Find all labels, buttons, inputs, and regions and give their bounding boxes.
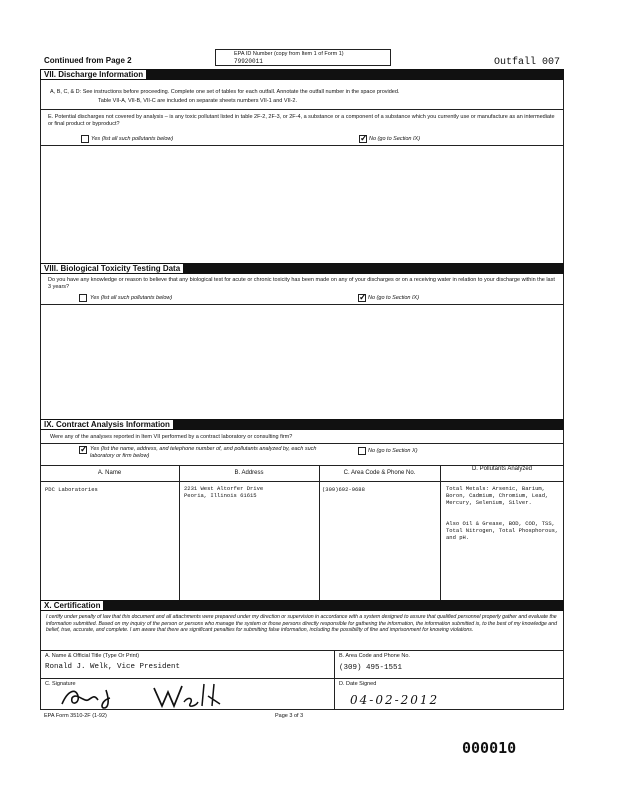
section-9-no-label: No (go to Section X) [368, 448, 418, 454]
epa-id-box [215, 49, 391, 66]
certification-divider [40, 650, 564, 651]
column-header-pollutants: D. Pollutants Analyzed [471, 466, 533, 472]
section-9-question: Were any of the analyses reported in Item VII performed by a contract laboratory or consulting firm? [50, 434, 293, 440]
section-7-header [40, 69, 564, 80]
column-header-phone: C. Area Code & Phone No. [343, 470, 416, 476]
section-7-tables-text: Table VII-A, VII-B, VII-C are included on separate sheets numbers VII-1 and VII-2. [98, 98, 298, 104]
section-9-col-divider-2 [319, 465, 320, 600]
certification-col-divider [334, 650, 335, 710]
lab-address-line-1: 2231 West Altorfer Drive [184, 485, 264, 492]
column-header-address: B. Address [234, 470, 264, 476]
section-10-title: X. Certification [40, 600, 104, 611]
section-8-no-checkbox[interactable] [358, 294, 366, 302]
certification-statement: I certify under penalty of law that this document and all attachments were prepared under my direction or supervision in accordance with a system designed to assure that qualified personnel properly gather and evaluate the information submitted. Based on my inquiry of the person or persons who manage the system or those persons directly responsible for gathering the information, the information submitted is, to the best of my knowledge and belief, true, accurate, and complete. I am aware that there are significant penalties for submitting false information, including the possibility of fine and imprisonment for knowing violations. [46, 614, 557, 633]
lab-phone: (309)692-9688 [322, 486, 365, 493]
section-8-yes-checkbox[interactable] [79, 294, 87, 302]
epa-id-value: 79920011 [234, 58, 263, 65]
signature-label: C. Signature [45, 681, 76, 687]
outfall-label: Outfall 007 [494, 57, 561, 68]
section-7-frame [40, 80, 564, 263]
column-header-name: A. Name [97, 470, 122, 476]
epa-id-label: EPA ID Number (copy from Item 1 of Form 1) [234, 51, 344, 57]
section-7-no-label: No (go to Section IX) [369, 136, 421, 142]
lab-pollutants-other: Also Oil & Grease, BOD, COD, TSS, Total Nitrogen, Total Phosphorous, and pH. [446, 520, 559, 541]
section-9-q-divider [40, 443, 564, 444]
section-7-abcd-text: A, B, C, & D: See instructions before proceeding. Complete one set of tables for each outfall. Annotate the outfall number in the space provided. [50, 89, 400, 95]
section-10-header [40, 600, 564, 611]
lab-pollutants-metals: Total Metals: Arsenic, Barium, Boron, Cadmium, Chromium, Lead, Mercury, Selenium, Silver. [446, 485, 549, 506]
date-signed-value: 04-02-2012 [350, 693, 440, 707]
section-8-title: VIII. Biological Toxicity Testing Data [40, 263, 184, 274]
section-9-no-checkbox[interactable] [358, 447, 366, 455]
date-signed-label: D. Date Signed [339, 681, 377, 687]
section-8-header [40, 263, 564, 274]
section-8-question: Do you have any knowledge or reason to believe that any biological test for acute or chronic toxicity has been made on any of your discharges or on a receiving water in relation to your discharge within the last 3 years? [48, 277, 555, 290]
continued-label: Continued from Page 2 [44, 56, 132, 65]
phone-label: B. Area Code and Phone No. [339, 653, 410, 659]
section-7-e-text: E. Potential discharges not covered by analysis – is any toxic pollutant listed in table 2F-2, 2F-3, or 2F-4, a substance or a component of a substance which you currently use or manufacture as an intermediate or final product or byproduct? [48, 114, 555, 127]
signature-image [58, 682, 238, 710]
section-7-yes-checkbox[interactable] [81, 135, 89, 143]
section-7-yes-label: Yes (list all such pollutants below) [91, 136, 174, 142]
section-7-divider [40, 109, 564, 110]
phone-value: (309) 495-1551 [339, 664, 403, 672]
section-9-col-divider-1 [179, 465, 180, 600]
page-number: Page 3 of 3 [275, 713, 304, 719]
section-9-col-divider-3 [440, 465, 441, 600]
bates-stamp: 000010 [462, 739, 517, 757]
section-8-yes-label: Yes (list all such pollutants below) [90, 295, 173, 301]
section-9-table-header-bottom [40, 481, 564, 482]
lab-address-line-2: Peoria, Illinois 61615 [184, 492, 257, 499]
section-7-title: VII. Discharge Information [40, 69, 147, 80]
certification-row-divider [40, 678, 564, 679]
section-7-no-checkbox[interactable] [359, 135, 367, 143]
section-7-list-divider [40, 145, 564, 146]
form-number: EPA Form 3510-2F (1-92) [44, 713, 107, 719]
name-title-label: A. Name & Official Title (Type Or Print) [45, 653, 140, 659]
section-9-yes-label: Yes (list the name, address, and telephone number of, and pollutants analyzed by, each such laboratory or firm below) [90, 446, 317, 459]
section-8-list-divider [40, 304, 564, 305]
lab-name: PDC Laboratories [45, 486, 98, 493]
section-9-title: IX. Contract Analysis Information [40, 419, 174, 430]
name-title-value: Ronald J. Welk, Vice President [45, 663, 181, 671]
section-9-yes-checkbox[interactable] [79, 446, 87, 454]
section-9-header [40, 419, 564, 430]
section-8-no-label: No (go to Section IX) [368, 295, 420, 301]
